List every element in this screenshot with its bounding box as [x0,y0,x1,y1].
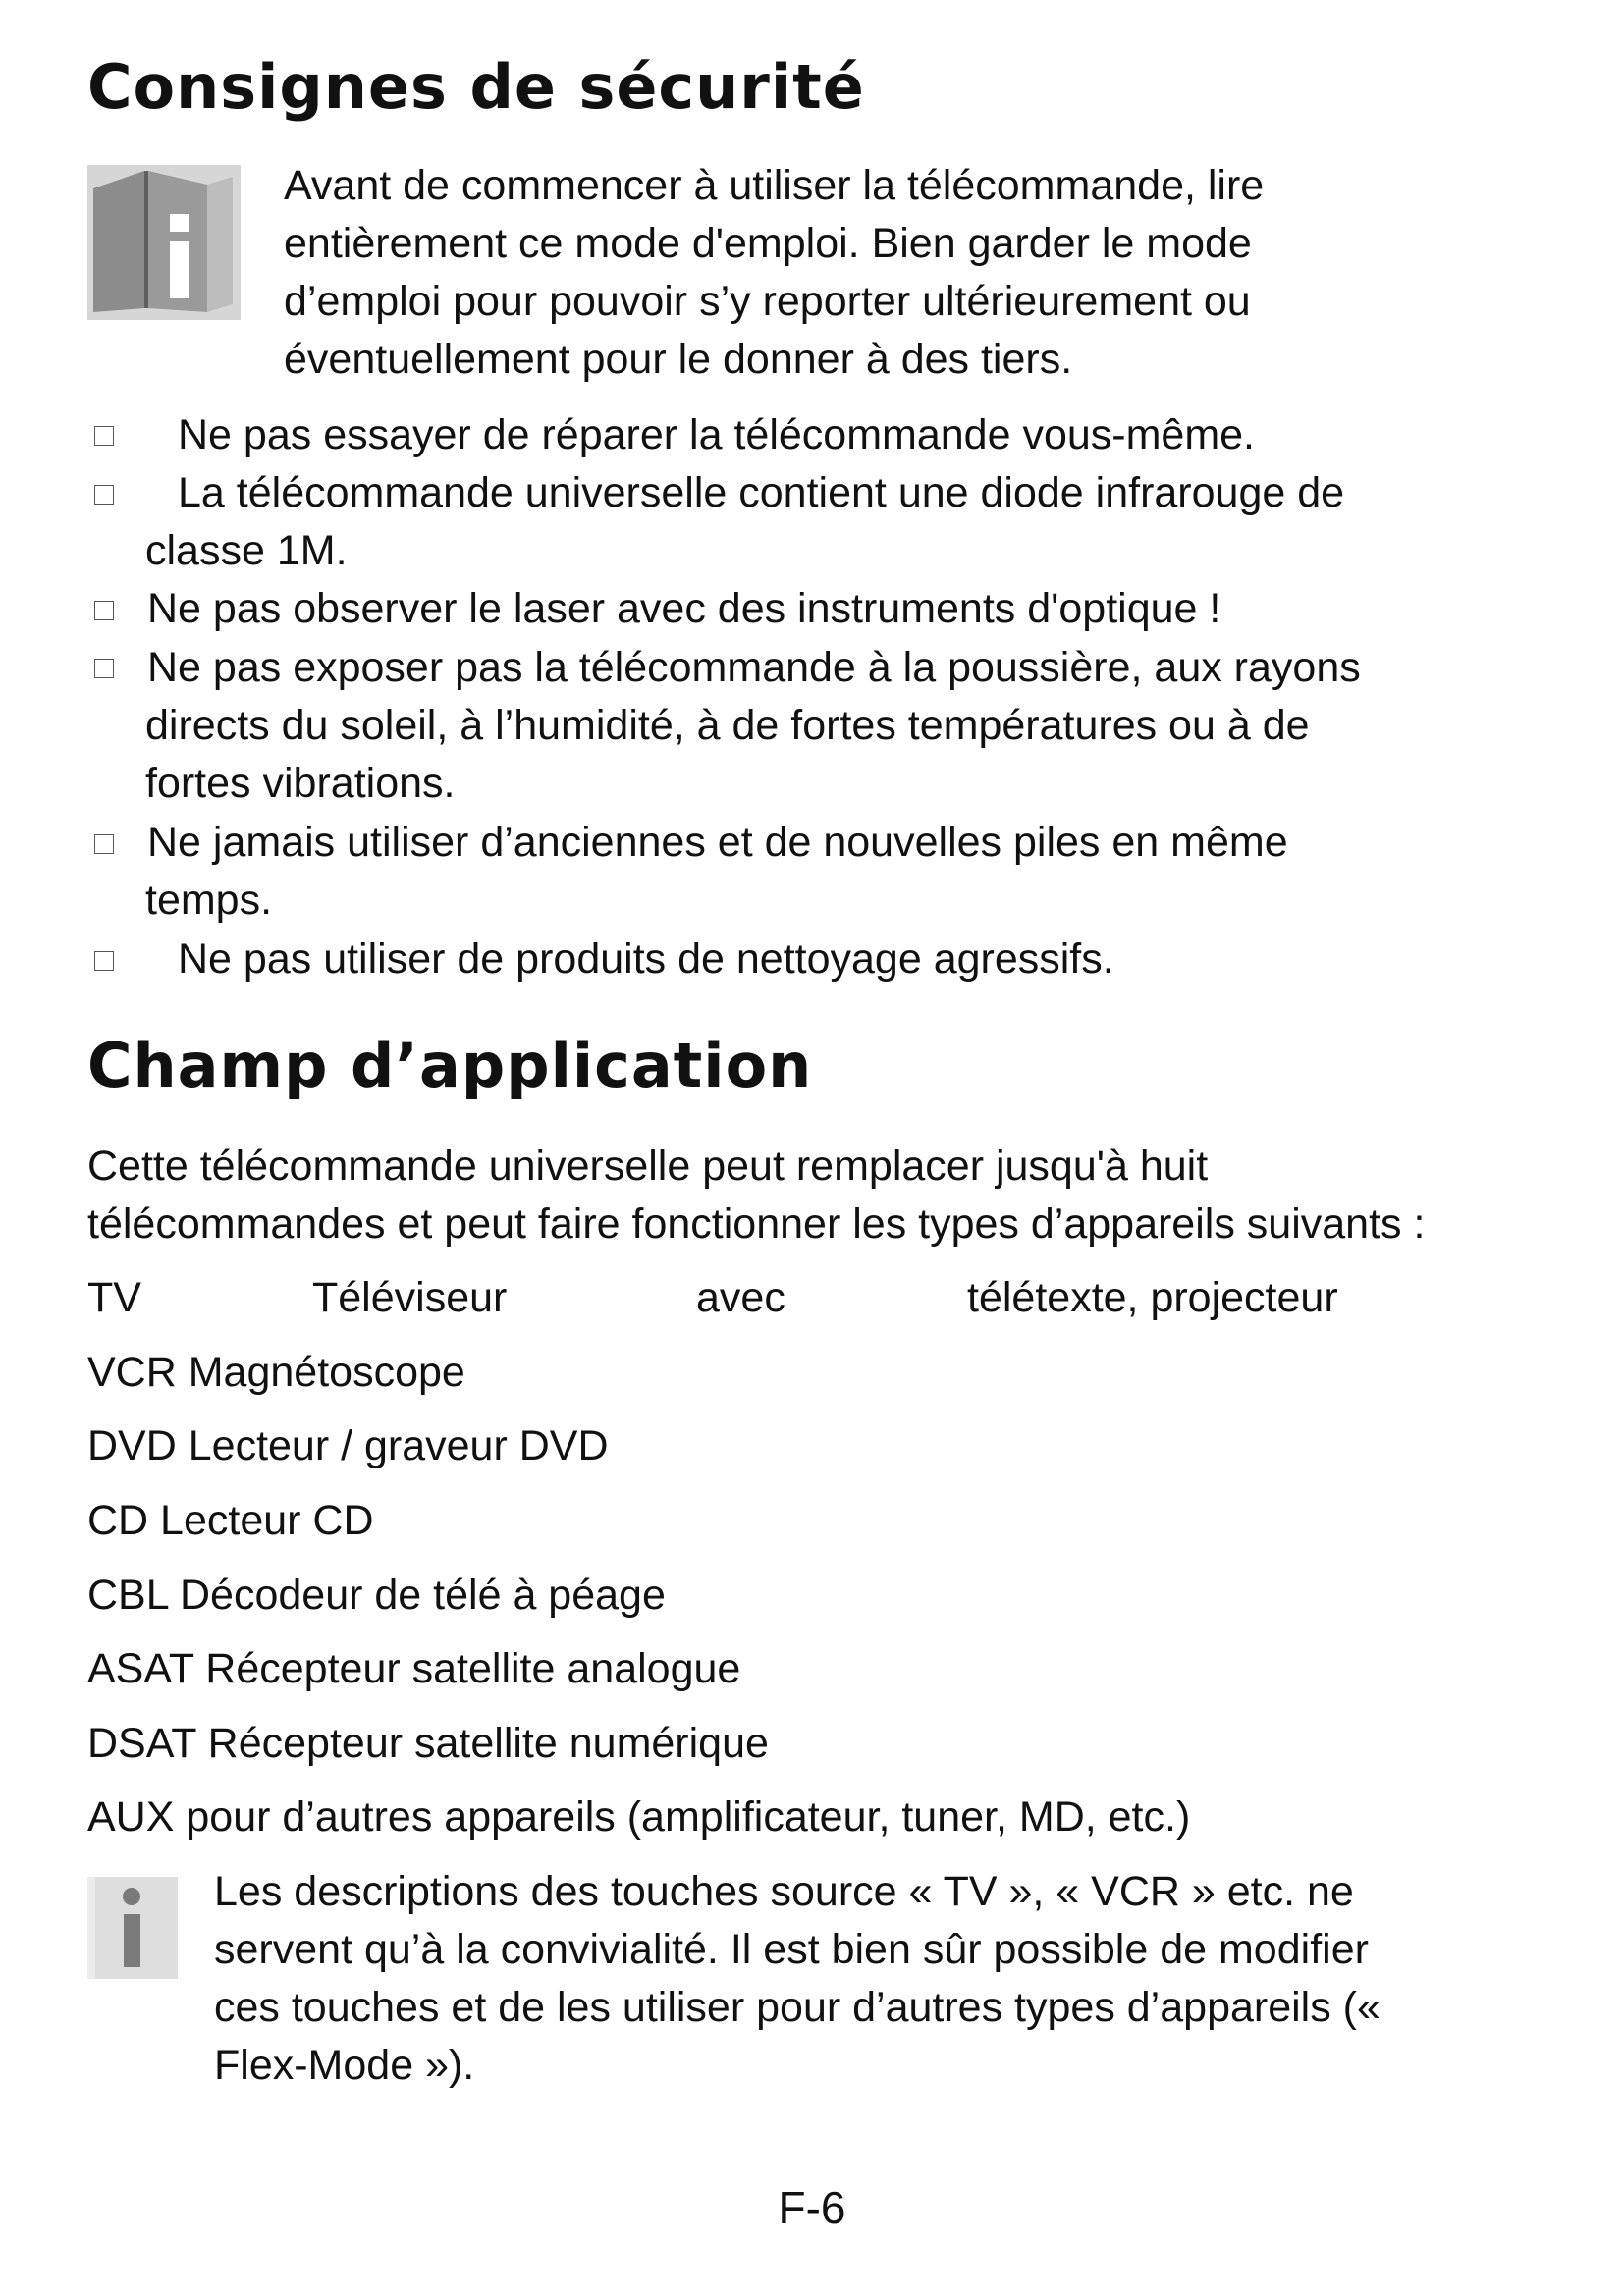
note-line-3: ces touches et de les utiliser pour d’autres types d’appareils (« [214,1984,1380,2031]
tv-row-code: TV [87,1274,141,1321]
device-aux: AUX pour d’autres appareils (amplificateur, tuner, MD, etc.) [87,1793,1191,1841]
application-title: Champ d’application [87,1030,813,1101]
safety-title: Consignes de sécurité [87,51,865,123]
safety-intro-line-4: éventuellement pour le donner à des tiers. [284,336,1073,383]
safety-intro-line-1: Avant de commencer à utiliser la télécommande, lire [284,162,1265,209]
device-dsat: DSAT Récepteur satellite numérique [87,1720,769,1767]
safety-item-2-line-1: La télécommande universelle contient une diode infrarouge de [178,469,1345,516]
bullet-box-icon [94,426,114,446]
note-line-2: servent qu’à la convivialité. Il est bien sûr possible de modifier [214,1926,1369,1973]
tv-row-word-3: télétexte, projecteur [967,1274,1338,1321]
safety-item-4-line-2: directs du soleil, à l’humidité, à de fortes températures ou à de [145,702,1310,749]
application-intro-line-2: télécommandes et peut faire fonctionner les types d’appareils suivants : [87,1201,1426,1248]
note-line-1: Les descriptions des touches source « TV », « VCR » etc. ne [214,1868,1354,1915]
safety-item-5-line-1: Ne jamais utiliser d’anciennes et de nouvelles piles en même [147,819,1288,866]
safety-item-4-line-3: fortes vibrations. [145,760,456,807]
safety-item-3: Ne pas observer le laser avec des instruments d'optique ! [147,585,1221,632]
application-intro-line-1: Cette télécommande universelle peut remplacer jusqu'à huit [87,1143,1209,1190]
safety-item-4-line-1: Ne pas exposer pas la télécommande à la poussière, aux rayons [147,644,1361,691]
page-number: F-6 [778,2182,846,2233]
device-vcr: VCR Magnétoscope [87,1349,465,1396]
note-line-4: Flex-Mode »). [214,2042,475,2089]
safety-item-2-line-2: classe 1M. [145,527,348,574]
manual-info-icon [87,165,241,320]
device-dvd: DVD Lecteur / graveur DVD [87,1422,609,1469]
safety-item-1: Ne pas essayer de réparer la télécommande vous-même. [178,411,1256,458]
safety-item-6: Ne pas utiliser de produits de nettoyage agressifs. [178,935,1114,983]
device-cd: CD Lecteur CD [87,1497,374,1544]
bullet-box-icon [94,659,114,678]
safety-item-5-line-2: temps. [145,877,273,924]
bullet-box-icon [94,834,114,854]
tv-row-word-1: Téléviseur [312,1274,508,1321]
info-icon [87,1877,178,1979]
tv-row-word-2: avec [696,1274,785,1321]
bullet-box-icon [94,601,114,620]
safety-intro-line-3: d’emploi pour pouvoir s’y reporter ultérieurement ou [284,278,1251,325]
device-cbl: CBL Décodeur de télé à péage [87,1572,666,1619]
device-asat: ASAT Récepteur satellite analogue [87,1645,741,1692]
bullet-box-icon [94,951,114,971]
bullet-box-icon [94,485,114,505]
safety-intro-line-2: entièrement ce mode d'emploi. Bien garder le mode [284,220,1252,267]
